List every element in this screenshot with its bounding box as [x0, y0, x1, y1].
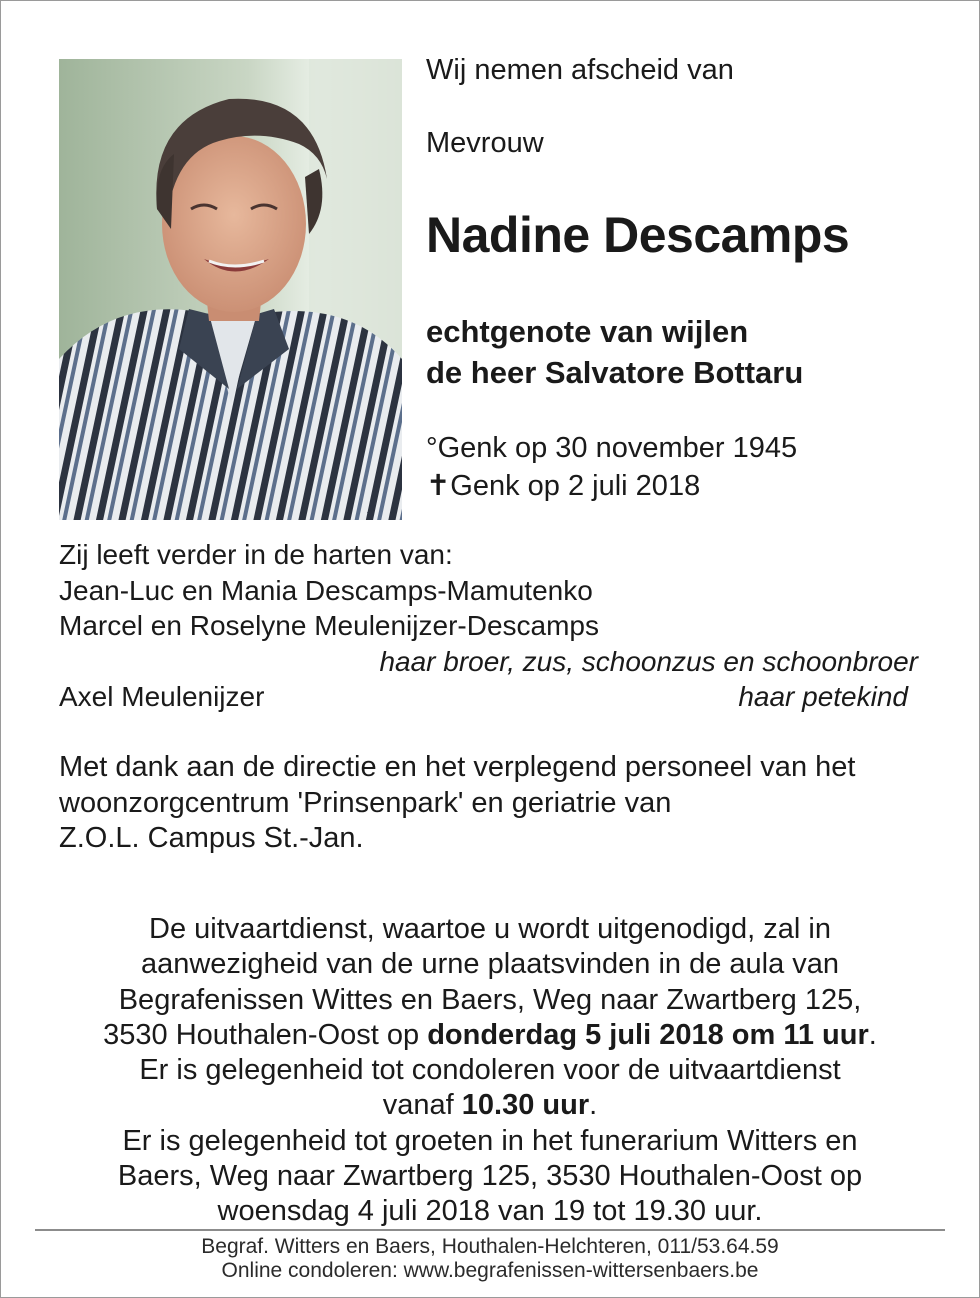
thanks-line: woonzorgcentrum 'Prinsenpark' en geriatrie van	[59, 786, 672, 819]
spouse-line-1: echtgenote van wijlen	[426, 314, 749, 349]
service-text: 3530 Houthalen-Oost op	[103, 1018, 428, 1051]
service-line: Begrafenissen Wittes en Baers, Weg naar Zwartberg 125,	[118, 983, 862, 1016]
service-text: .	[868, 1018, 877, 1051]
godchild-name: Axel Meulenijzer	[59, 681, 265, 712]
service-line	[35, 1088, 945, 1123]
thanks-paragraph	[59, 750, 939, 857]
service-line: De uitvaartdienst, waartoe u wordt uitgenodigd, zal in	[149, 913, 831, 945]
footer	[35, 1235, 945, 1283]
service-line: woensdag 4 juli 2018 van 19 tot 19.30 uur.	[217, 1195, 763, 1228]
family-relation: haar broer, zus, schoonzus en schoonbroer	[379, 646, 918, 677]
service-line: Baers, Weg naar Zwartberg 125, 3530 Houthalen-Oost op	[117, 1160, 863, 1193]
service-line	[35, 1018, 945, 1053]
family-intro: Zij leeft verder in de harten van:	[59, 539, 453, 570]
honorific: Mevrouw	[426, 127, 544, 159]
portrait-photo	[59, 59, 402, 520]
service-date: donderdag 5 juli 2018 om 11 uur	[427, 1018, 869, 1051]
condolence-time: 10.30 uur	[461, 1089, 590, 1122]
service-line: aanwezigheid van de urne plaatsvinden in de aula van	[140, 948, 840, 981]
service-line: Er is gelegenheid tot condoleren voor de uitvaartdienst	[139, 1054, 841, 1087]
thanks-line: Met dank aan de directie en het verplegend personeel van het	[59, 751, 856, 783]
birth-date: °Genk op 30 november 1945	[426, 432, 798, 464]
service-text: .	[589, 1089, 598, 1122]
family-member: Marcel en Roselyne Meulenijzer-Descamps	[59, 610, 599, 641]
thanks-line: Z.O.L. Campus St.-Jan.	[59, 822, 364, 854]
portrait-photo-icon	[59, 59, 402, 520]
service-announcement	[35, 912, 945, 1230]
godchild-relation: haar petekind	[738, 681, 908, 712]
deceased-name: Nadine Descamps	[426, 207, 850, 263]
online-condolence-link[interactable]: Online condoleren: www.begrafenissen-wittersenbaers.be	[221, 1259, 759, 1282]
spouse-line-2: de heer Salvatore Bottaru	[426, 355, 804, 390]
family-member: Jean-Luc en Mania Descamps-Mamutenko	[59, 575, 593, 606]
death-date: ✝Genk op 2 juli 2018	[426, 470, 701, 502]
service-text: vanaf	[382, 1089, 462, 1122]
footer-divider	[35, 1229, 945, 1231]
service-line: Er is gelegenheid tot groeten in het funerarium Witters en	[122, 1124, 858, 1157]
funeral-home-contact: Begraf. Witters en Baers, Houthalen-Helchteren, 011/53.64.59	[201, 1235, 779, 1258]
intro-text: Wij nemen afscheid van	[426, 54, 734, 86]
